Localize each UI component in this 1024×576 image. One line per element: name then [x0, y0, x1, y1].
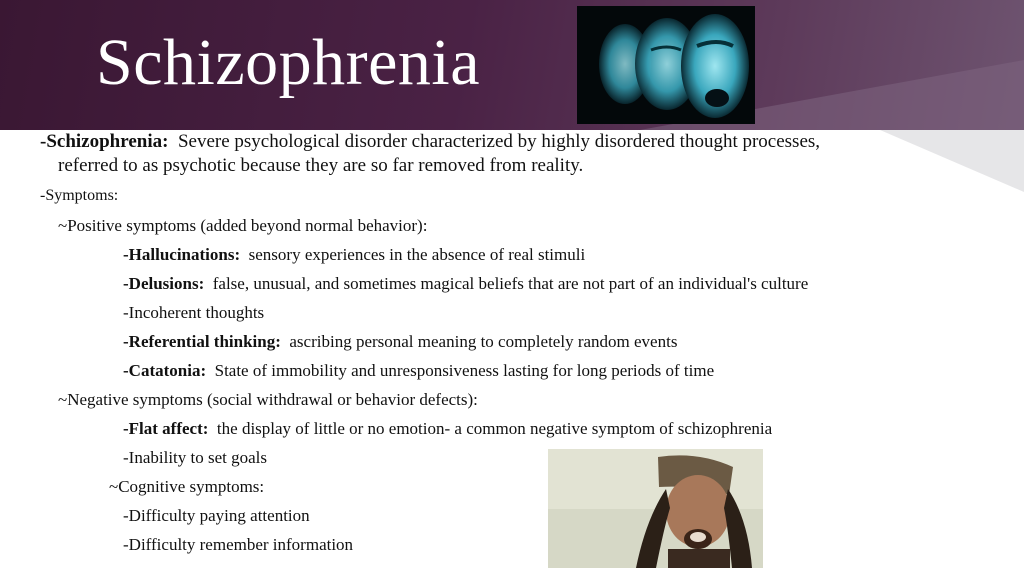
- list-item: [123, 419, 772, 439]
- list-item: [123, 332, 677, 352]
- definition-term: -Schizophrenia:: [40, 131, 169, 152]
- item-term: -Flat affect:: [123, 419, 209, 438]
- pirate-photo: [548, 449, 763, 568]
- item-text: sensory experiences in the absence of real stimuli: [248, 245, 586, 264]
- list-item: -Inability to set goals: [123, 448, 268, 467]
- positive-heading: ~Positive symptoms (added beyond normal behavior):: [58, 216, 428, 235]
- item-term: -Delusions:: [123, 274, 205, 293]
- list-item: -Difficulty paying attention: [123, 506, 310, 525]
- item-term: -Referential thinking:: [123, 332, 281, 351]
- item-text: the display of little or no emotion- a common negative symptom of schizophrenia: [216, 419, 773, 438]
- list-item: [123, 274, 808, 294]
- item-term: -Hallucinations:: [123, 245, 241, 264]
- list-item: -Difficulty remember information: [123, 535, 354, 554]
- definition-line-2: referred to as psychotic because they are so far removed from reality.: [58, 155, 584, 176]
- list-item: [123, 361, 714, 381]
- definition-text: Severe psychological disorder characterized by highly disordered thought processes,: [177, 131, 821, 152]
- negative-heading: ~Negative symptoms (social withdrawal or behavior defects):: [58, 390, 478, 409]
- item-text: ascribing personal meaning to completely random events: [289, 332, 678, 351]
- item-text: State of immobility and unresponsiveness lasting for long periods of time: [214, 361, 715, 380]
- symptoms-heading: -Symptoms:: [40, 187, 119, 204]
- item-text: false, unusual, and sometimes magical beliefs that are not part of an individual's culture: [212, 274, 809, 293]
- slide-title: Schizophrenia: [96, 26, 481, 99]
- list-item: [123, 245, 585, 265]
- item-term: -Catatonia:: [123, 361, 207, 380]
- cognitive-heading: ~Cognitive symptoms:: [109, 477, 265, 496]
- definition-line-1: [40, 131, 820, 153]
- list-item: -Incoherent thoughts: [123, 303, 265, 322]
